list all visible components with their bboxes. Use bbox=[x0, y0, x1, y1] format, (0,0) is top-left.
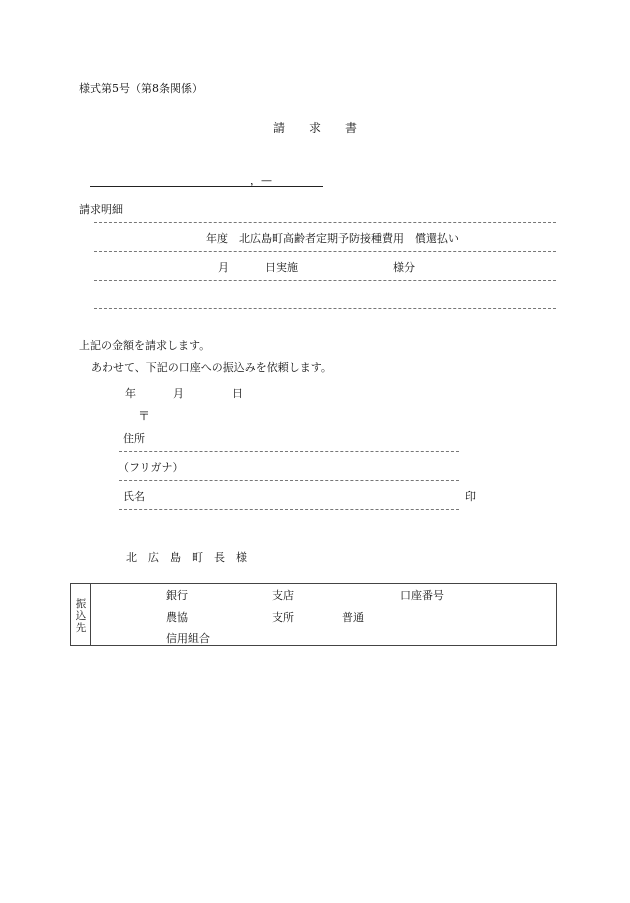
bank-side-cell bbox=[71, 584, 91, 645]
page-title: 請 求 書 bbox=[273, 121, 358, 135]
request-line-1: 上記の金額を請求します。 bbox=[79, 339, 211, 352]
seal-mark: 印 bbox=[465, 490, 476, 503]
bank-side-char-1: 振 bbox=[75, 598, 87, 610]
bank-side-char-3: 先 bbox=[75, 622, 87, 634]
name-field[interactable] bbox=[119, 509, 459, 510]
bank-side-label bbox=[75, 598, 87, 634]
amount-yen-mark: ，— bbox=[250, 174, 272, 187]
form-number: 様式第5号（第8条関係） bbox=[79, 82, 203, 95]
institution-bank[interactable]: 銀行 bbox=[166, 589, 188, 602]
account-type[interactable]: 普通 bbox=[342, 611, 364, 624]
detail-row-1: 年度 北広島町高齢者定期予防接種費用 償還払い bbox=[206, 232, 459, 245]
account-number-label: 口座番号 bbox=[400, 589, 444, 602]
detail-divider-3 bbox=[94, 280, 556, 281]
addressee: 北 広 島 町 長 様 bbox=[126, 551, 247, 564]
institution-ja[interactable]: 農協 bbox=[166, 611, 188, 624]
detail-row-2-suffix: 様分 bbox=[393, 261, 415, 274]
detail-divider-2 bbox=[94, 251, 556, 252]
request-line-2: あわせて、下記の口座への振込みを依頼します。 bbox=[91, 361, 332, 374]
detail-heading: 請求明細 bbox=[79, 203, 123, 216]
branch-label-1[interactable]: 支店 bbox=[272, 589, 294, 602]
bank-side-char-2: 込 bbox=[75, 610, 87, 622]
address-field[interactable] bbox=[119, 451, 459, 452]
postal-mark: 〒 bbox=[138, 409, 151, 423]
institution-credit-union[interactable]: 信用組合 bbox=[166, 632, 210, 645]
date-year-label: 年 bbox=[125, 387, 136, 400]
date-day-label: 日 bbox=[232, 387, 243, 400]
detail-row-2-month: 月 bbox=[218, 261, 229, 274]
name-label: 氏名 bbox=[123, 490, 145, 503]
bank-transfer-box bbox=[70, 583, 557, 646]
amount-field[interactable] bbox=[90, 186, 323, 187]
detail-divider-top bbox=[94, 222, 556, 223]
furigana-label: （フリガナ） bbox=[118, 461, 184, 474]
detail-row-3-field[interactable] bbox=[94, 308, 556, 309]
detail-row-2-day: 日実施 bbox=[265, 261, 298, 274]
furigana-field[interactable] bbox=[119, 480, 459, 481]
address-label: 住所 bbox=[123, 432, 145, 445]
branch-label-2[interactable]: 支所 bbox=[272, 611, 294, 624]
date-month-label: 月 bbox=[173, 387, 184, 400]
